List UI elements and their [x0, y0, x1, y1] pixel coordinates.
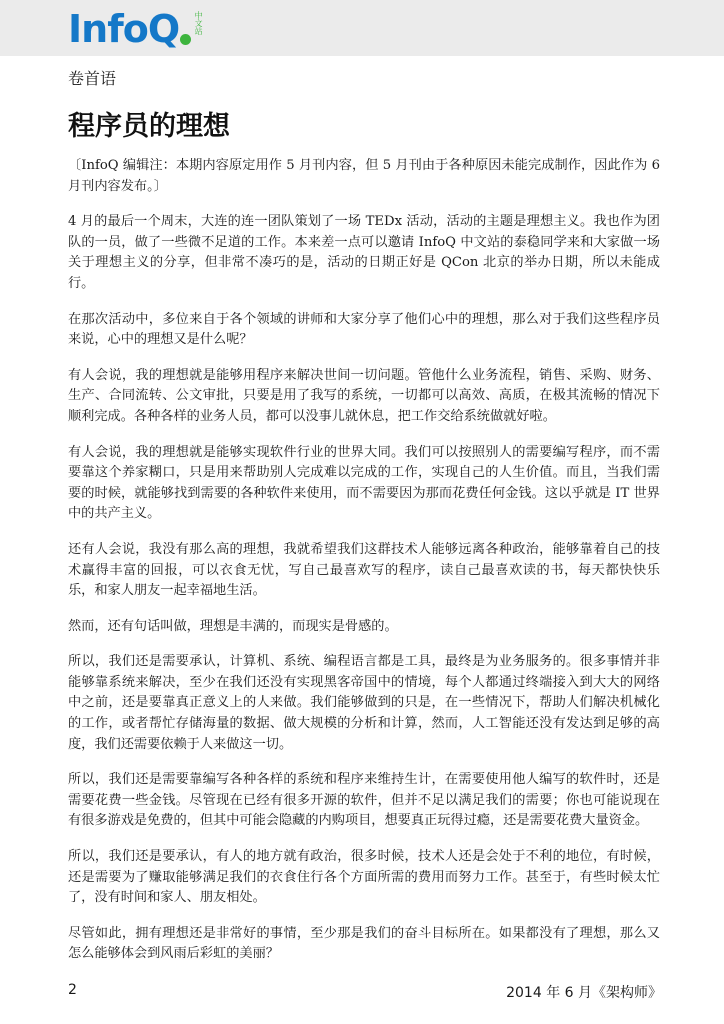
section-label: 卷首语: [68, 69, 117, 88]
paragraph: 有人会说，我的理想就是能够用程序来解决世间一切问题。管他什么业务流程，销售、采购、财务、生产、合同流转、公文审批，只要是用了我写的系统，一切都可以高效、高质，在极其流畅的情况下顺利完成。各种各样的业务人员，都可以没事儿就休息，把工作交给系统做就好啦。: [68, 367, 660, 424]
article-title: 程序员的理想: [68, 111, 230, 142]
header-band: [0, 0, 724, 56]
paragraph: 所以，我们还是要承认，有人的地方就有政治，很多时候，技术人还是会处于不利的地位，有时候，还是需要为了赚取能够满足我们的衣食住行各个方面所需的费用而努力工作。甚至于，有些时候太忙了，没有时间和家人、朋友相处。: [68, 849, 660, 906]
logo-text: InfoQ: [68, 7, 180, 51]
logo-dot-icon: [180, 34, 191, 45]
paragraph: 所以，我们还是需要承认，计算机、系统、编程语言都是工具，最终是为业务服务的。很多事情并非能够靠系统来解决，至少在我们还没有实现黑客帝国中的情境，每个人都通过终端接入到大大的网络中之前，还是要靠真正意义上的人来做。我们能够做到的只是，在一些情况下，帮助人们解决机械化的工作，或者帮忙存储海量的数据、做大规模的分析和计算，然而，人工智能还没有发达到足够的高度，我们还需要依赖于人来做这一切。: [68, 654, 660, 752]
paragraph: 尽管如此，拥有理想还是非常好的事情，至少那是我们的奋斗目标所在。如果都没有了理想，那么又怎么能够体会到风雨后彩虹的美丽？: [68, 925, 660, 962]
page-number: 2: [68, 982, 77, 998]
paragraph: 在那次活动中，多位来自于各个领域的讲师和大家分享了他们心中的理想，那么对于我们这些程序员来说，心中的理想又是什么呢？: [68, 311, 660, 348]
paragraph: 有人会说，我的理想就是能够实现软件行业的世界大同。我们可以按照别人的需要编写程序，而不需要靠这个养家糊口，只是用来帮助别人完成难以完成的工作，实现自己的人生价值。而且，当我们需要的时候，就能够找到需要的各种软件来使用，而不需要因为那而花费任何金钱。这以乎就是 IT 世界中的共产主义。: [68, 444, 660, 522]
paragraph: 4 月的最后一个周末，大连的连一团队策划了一场 TEDx 活动，活动的主题是理想主义。我也作为团队的一员，做了一些微不足道的工作。本来差一点可以邀请 InfoQ 中文站的泰稳同学来和大家做一场关于理想主义的分享，但非常不凑巧的是，活动的日期正好是 QCon 北京的举办日期，所以未能成行。: [68, 214, 660, 291]
issue-label: 2014 年 6 月《架构师》: [506, 985, 662, 1001]
article-body: [68, 156, 660, 980]
paragraph: 还有人会说，我没有那么高的理想，我就希望我们这群技术人能够远离各种政治，能够靠着自己的技术赢得丰富的回报，可以衣食无忧，写自己最喜欢写的程序，读自己最喜欢读的书，每天都快快乐乐，和家人朋友一起幸福地生活。: [68, 541, 660, 599]
paragraph-editor-note: 〔InfoQ 编辑注：本期内容原定用作 5 月刊内容，但 5 月刊由于各种原因未能完成制作，因此作为 6 月刊内容发布。〕: [68, 158, 660, 194]
paragraph: 然而，还有句话叫做，理想是丰满的，而现实是骨感的。: [68, 618, 398, 634]
logo-subtext: 中文站: [194, 11, 204, 35]
infoq-logo[interactable]: [68, 4, 204, 54]
page-footer: [0, 982, 724, 1006]
paragraph: 所以，我们还是需要靠编写各种各样的系统和程序来维持生计，在需要使用他人编写的软件时，还是需要花费一些金钱。尽管现在已经有很多开源的软件，但并不足以满足我们的需要；你也可能说现在有很多游戏是免费的，但其中可能会隐藏的内购项目，想要真正玩得过瘾，还是需要花费大量资金。: [68, 772, 660, 829]
